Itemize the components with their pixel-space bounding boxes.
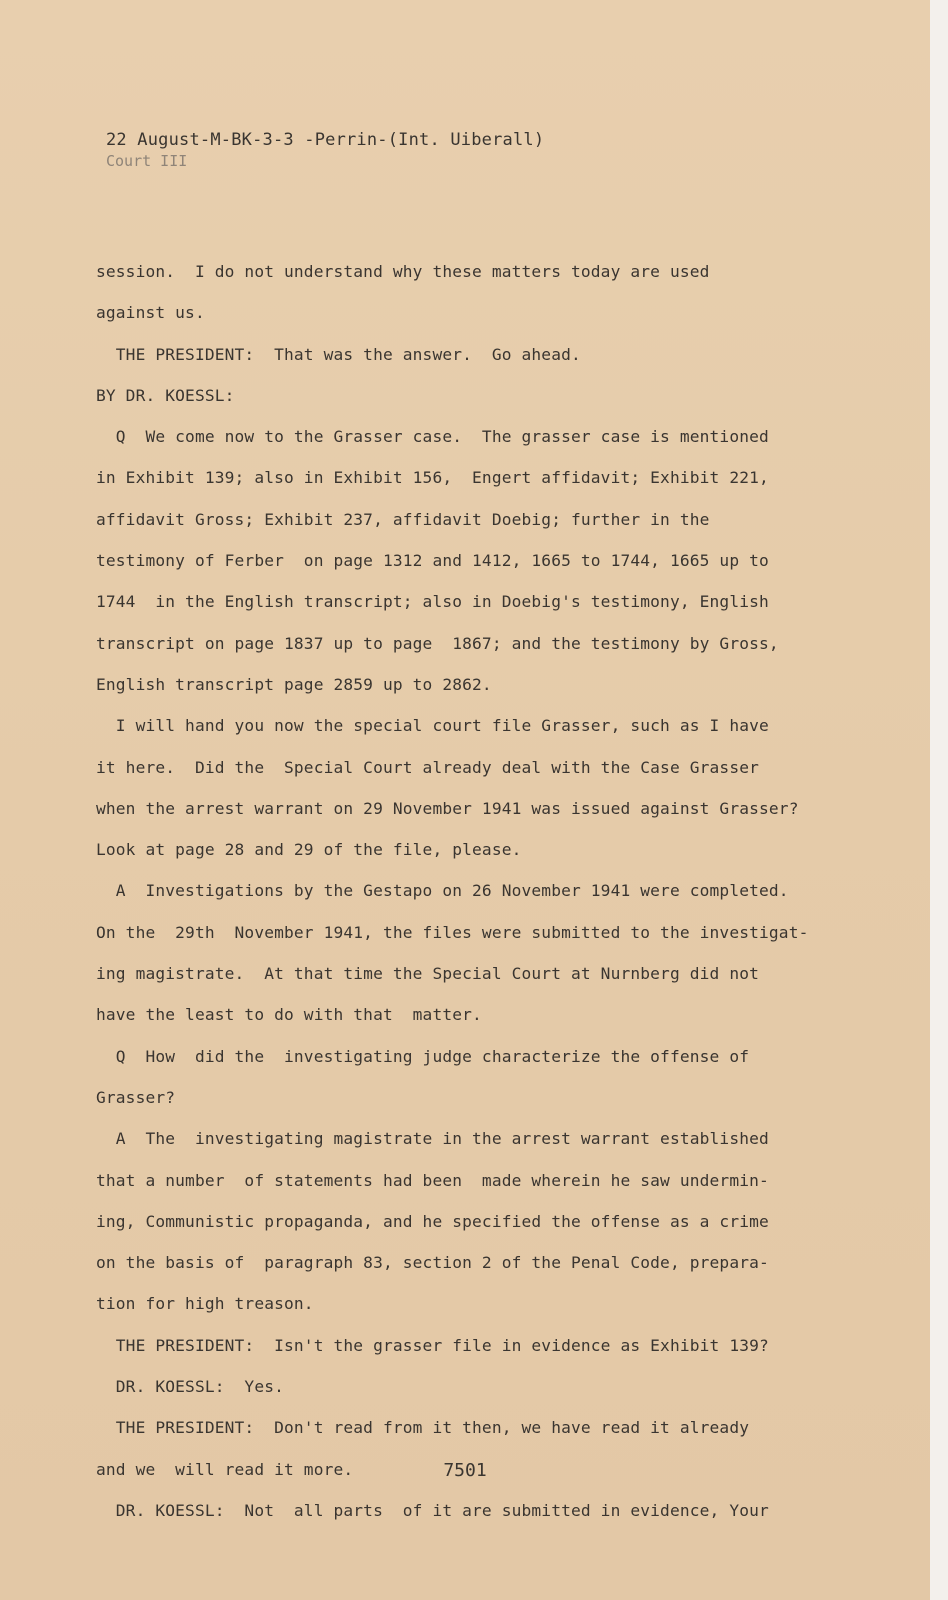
transcript-line: have the least to do with that matter. <box>96 1005 482 1025</box>
transcript-body <box>96 251 836 1531</box>
transcript-line: affidavit Gross; Exhibit 237, affidavit Doebig; further in the <box>96 509 710 529</box>
transcript-line: Look at page 28 and 29 of the file, please. <box>96 840 522 860</box>
transcript-line: DR. KOESSL: Yes. <box>96 1377 285 1397</box>
transcript-line: Q We come now to the Grasser case. The grasser case is mentioned <box>96 427 769 447</box>
transcript-line: On the 29th November 1941, the files were submitted to the investigat- <box>96 922 809 942</box>
transcript-line: THE PRESIDENT: That was the answer. Go ahead. <box>96 344 581 364</box>
transcript-line: English transcript page 2859 up to 2862. <box>96 674 492 694</box>
transcript-line: Q How did the investigating judge characterize the offense of <box>96 1046 750 1066</box>
transcript-line: THE PRESIDENT: Don't read from it then, we have read it already <box>96 1418 750 1438</box>
transcript-line: BY DR. KOESSL: <box>96 385 235 405</box>
transcript-line: DR. KOESSL: Not all parts of it are submitted in evidence, Your <box>96 1500 769 1520</box>
transcript-line: when the arrest warrant on 29 November 1941 was issued against Grasser? <box>96 798 799 818</box>
transcript-line: and we will read it more. <box>96 1459 354 1479</box>
page-header <box>106 130 544 170</box>
transcript-line: that a number of statements had been made wherein he saw undermin- <box>96 1170 769 1190</box>
transcript-line: transcript on page 1837 up to page 1867; and the testimony by Gross, <box>96 633 779 653</box>
transcript-line: against us. <box>96 303 205 323</box>
transcript-line: A The investigating magistrate in the arrest warrant established <box>96 1129 769 1149</box>
transcript-line: ing magistrate. At that time the Special Court at Nurnberg did not <box>96 964 760 984</box>
page-number: 7501 <box>443 1460 487 1481</box>
transcript-line: in Exhibit 139; also in Exhibit 156, Engert affidavit; Exhibit 221, <box>96 468 769 488</box>
transcript-line: I will hand you now the special court file Grasser, such as I have <box>96 716 769 736</box>
transcript-line: it here. Did the Special Court already deal with the Case Grasser <box>96 757 760 777</box>
transcript-line: 1744 in the English transcript; also in Doebig's testimony, English <box>96 592 769 612</box>
transcript-line: THE PRESIDENT: Isn't the grasser file in evidence as Exhibit 139? <box>96 1335 769 1355</box>
transcript-line: testimony of Ferber on page 1312 and 1412, 1665 to 1744, 1665 up to <box>96 551 769 571</box>
transcript-line: on the basis of paragraph 83, section 2 of the Penal Code, prepara- <box>96 1253 769 1273</box>
transcript-line: session. I do not understand why these matters today are used <box>96 262 710 281</box>
reference-line: 22 August-M-BK-3-3 -Perrin-(Int. Uiberall) <box>106 130 545 150</box>
transcript-line: Grasser? <box>96 1087 176 1107</box>
transcript-line: tion for high treason. <box>96 1294 314 1314</box>
transcript-line: ing, Communistic propaganda, and he specified the offense as a crime <box>96 1211 769 1231</box>
transcript-line: A Investigations by the Gestapo on 26 November 1941 were completed. <box>96 881 789 901</box>
court-line: Court III <box>106 152 188 170</box>
